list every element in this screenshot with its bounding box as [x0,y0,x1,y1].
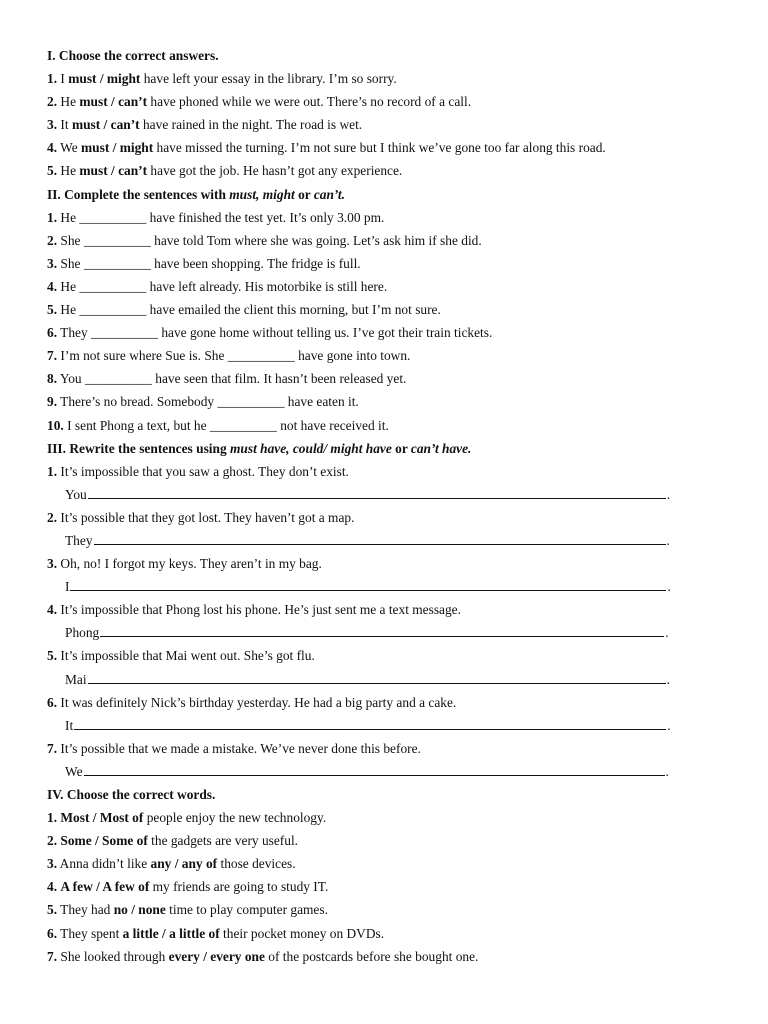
answer-choice[interactable]: a little / a little of [122,925,220,941]
list-item: 5. They had no / none time to play computer games. [47,902,328,918]
list-item: 3. She __________ have been shopping. The fridge is full. [47,252,687,275]
fill-in-blank[interactable]: __________ [227,348,295,364]
answer-start-word: I [65,579,70,595]
list-item: 9. There’s no bread. Somebody __________ have eaten it. [47,390,687,413]
list-item: 6. It was definitely Nick’s birthday yesterday. He had a big party and a cake. [47,694,457,710]
list-item: 1. I must / might have left your essay in the library. I’m so sorry. [47,71,397,87]
list-item: 7. She looked through every / every one of the postcards before she bought one. [47,948,479,964]
answer-start-word: We [65,763,83,779]
rewrite-answer-line: We . [47,760,687,783]
list-item: 1. Most / Most of people enjoy the new technology. [47,810,327,826]
answer-start-word: You [65,486,87,502]
answer-choice[interactable]: every / every one [168,948,265,964]
section-2-list [47,206,687,437]
rewrite-answer-line: Mai . [47,668,687,691]
answer-input-line[interactable] [84,760,665,776]
list-item: 4. He __________ have left already. His motorbike is still here. [47,275,687,298]
fill-in-blank[interactable]: __________ [83,232,151,248]
fill-in-blank[interactable]: __________ [79,302,147,318]
list-item: 8. You __________ have seen that film. It hasn’t been released yet. [47,367,687,390]
list-item: 4. It’s impossible that Phong lost his phone. He’s just sent me a text message. [47,602,461,618]
list-item: 5. He __________ have emailed the client this morning, but I’m not sure. [47,298,687,321]
list-item: 2. He must / can’t have phoned while we were out. There’s no record of a call. [47,94,472,110]
answer-choice[interactable]: must / can’t [79,94,148,110]
fill-in-blank[interactable]: __________ [79,278,147,294]
list-item: 3. Anna didn’t like any / any of those devices. [47,856,296,872]
answer-choice[interactable]: A few / A few of [60,879,150,895]
rewrite-answer-line: It . [47,714,687,737]
list-item: 2. She __________ have told Tom where she was going. Let’s ask him if she did. [47,229,687,252]
list-item: 2. Some / Some of the gadgets are very useful. [47,833,299,849]
answer-choice[interactable]: no / none [113,902,166,918]
fill-in-blank[interactable]: __________ [217,394,285,410]
answer-start-word: It [65,717,74,733]
answer-start-word: Phong [65,625,100,641]
section-3-heading: III. Rewrite the sentences using must have, could/ might have or can’t have. [47,440,472,456]
answer-choice[interactable]: any / any of [150,856,218,872]
rewrite-answer-line: They . [47,529,687,552]
list-item: 1. He __________ have finished the test yet. It’s only 3.00 pm. [47,206,687,229]
answer-choice[interactable]: must / can’t [79,163,148,179]
list-item: 5. It’s impossible that Mai went out. She’s got flu. [47,648,315,664]
list-item: 2. It’s possible that they got lost. They haven’t got a map. [47,509,355,525]
section-4-heading: IV. Choose the correct words. [47,787,216,802]
list-item: 1. It’s impossible that you saw a ghost. They don’t exist. [47,463,349,479]
answer-input-line[interactable] [74,714,666,730]
section-1-heading: I. Choose the correct answers. [47,48,219,63]
answer-choice[interactable]: must / might [81,140,154,156]
section-1-list [47,67,687,182]
answer-start-word: They [65,532,93,548]
list-item: 7. I’m not sure where Sue is. She __________ have gone into town. [47,344,687,367]
answer-choice[interactable]: Most / Most of [60,810,144,826]
fill-in-blank[interactable]: __________ [91,325,158,341]
list-item: 3. Oh, no! I forgot my keys. They aren’t in my bag. [47,556,322,572]
list-item: 5. He must / can’t have got the job. He hasn’t got any experience. [47,163,403,179]
list-item: 4. We must / might have missed the turning. I’m not sure but I think we’ve gone too far along this road. [47,140,606,156]
fill-in-blank[interactable]: __________ [79,209,147,225]
answer-choice[interactable]: Some / Some of [60,833,148,849]
answer-choice[interactable]: must / can’t [71,117,140,133]
rewrite-answer-line: I . [47,575,687,598]
answer-input-line[interactable] [88,483,666,499]
answer-start-word: Mai [65,671,87,687]
fill-in-blank[interactable]: __________ [83,255,151,271]
fill-in-blank[interactable]: __________ [84,371,152,387]
answer-input-line[interactable] [100,621,664,637]
list-item: 4. A few / A few of my friends are going to study IT. [47,879,329,895]
answer-input-line[interactable] [70,575,666,591]
list-item: 6. They __________ have gone home without telling us. I’ve got their train tickets. [47,321,687,344]
fill-in-blank[interactable]: __________ [209,417,277,433]
section-2-heading: II. Complete the sentences with must, might or can’t. [47,186,345,202]
list-item: 6. They spent a little / a little of their pocket money on DVDs. [47,925,385,941]
worksheet-page [47,44,687,968]
answer-input-line[interactable] [88,668,666,684]
answer-input-line[interactable] [94,529,666,545]
rewrite-answer-line: Phong . [47,621,687,644]
list-item: 3. It must / can’t have rained in the night. The road is wet. [47,117,363,133]
rewrite-answer-line: You . [47,483,687,506]
section-3-list [47,460,687,783]
answer-choice[interactable]: must / might [68,71,141,87]
list-item: 10. I sent Phong a text, but he __________ not have received it. [47,414,687,437]
list-item: 7. It’s possible that we made a mistake. We’ve never done this before. [47,740,421,756]
section-4-list [47,806,687,968]
